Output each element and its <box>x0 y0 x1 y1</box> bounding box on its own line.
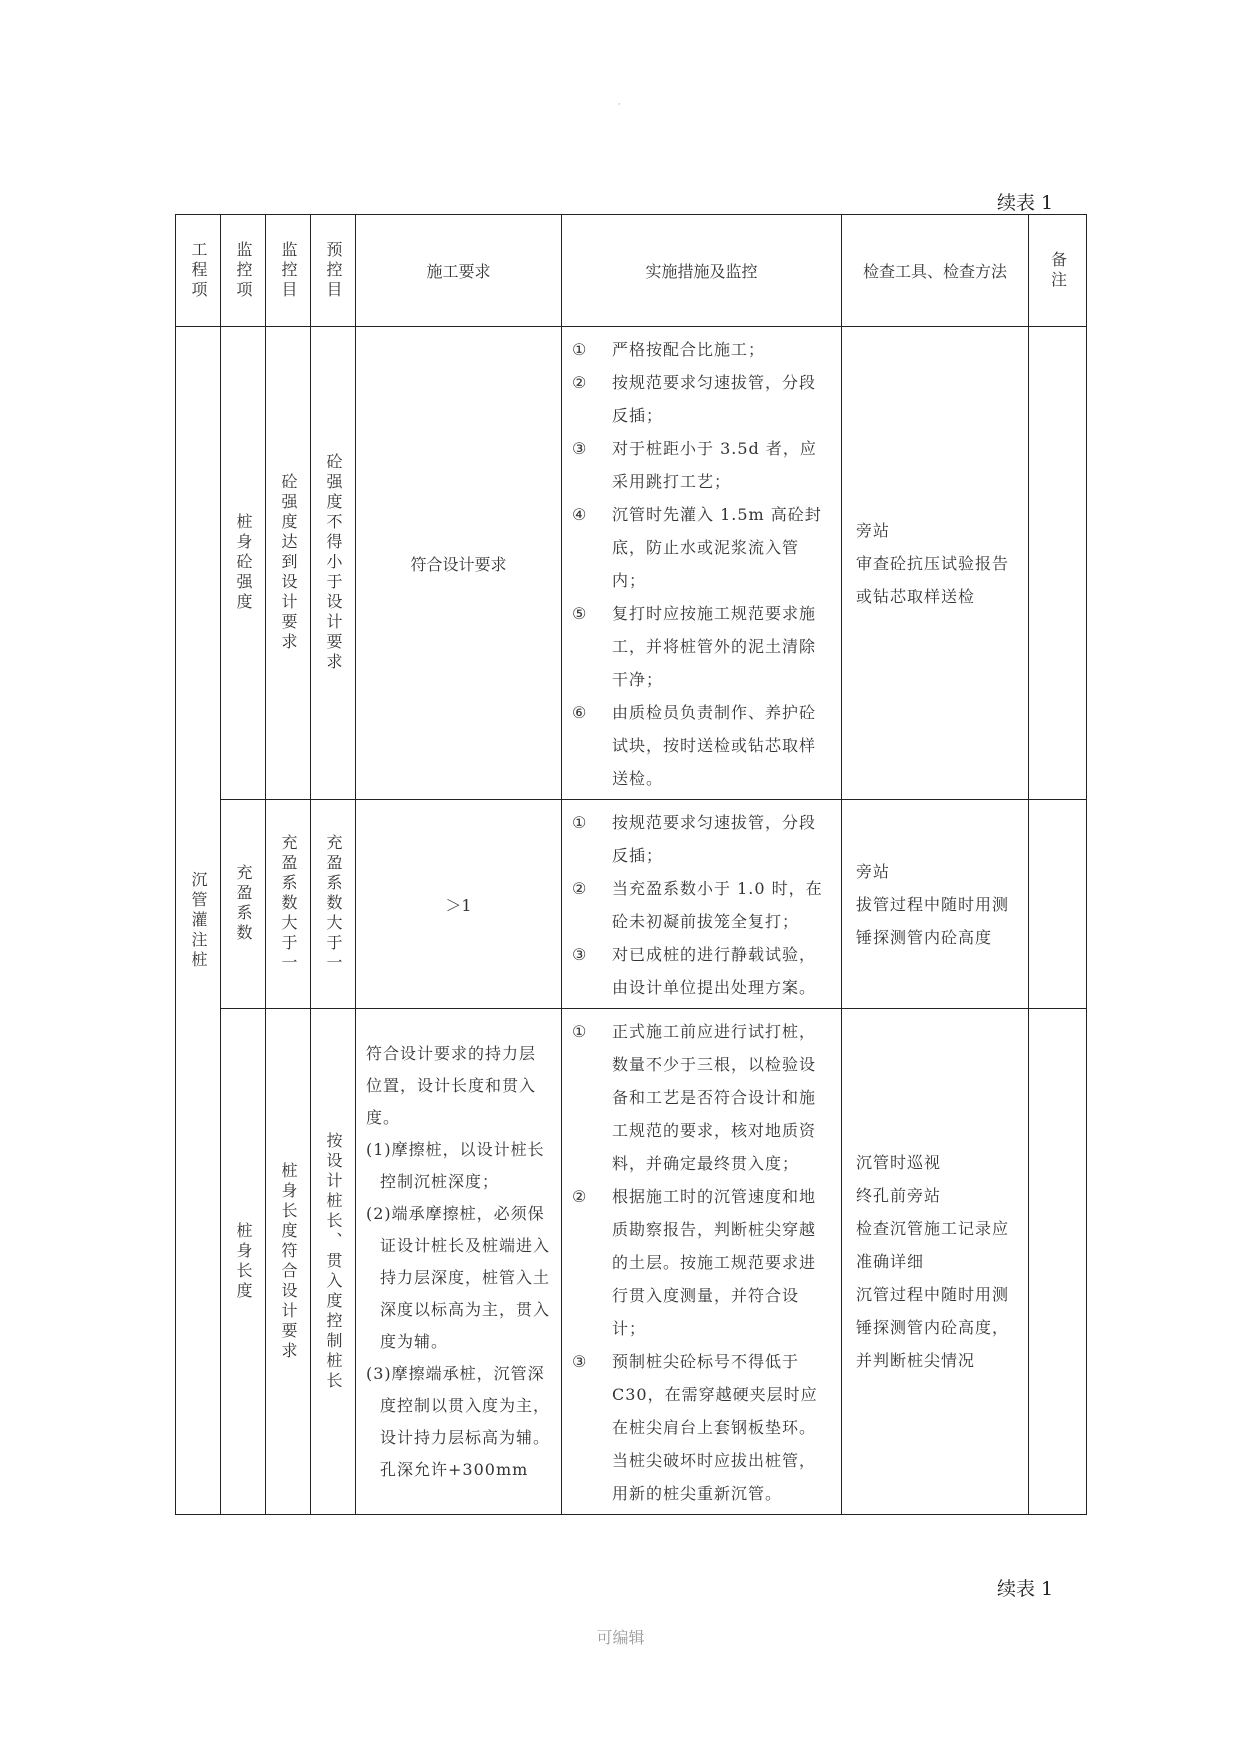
preset-target-cell: 按设计桩长、贯入度控制桩长 <box>311 1009 356 1515</box>
footer-editable: 可编辑 <box>596 1628 645 1647</box>
requirement-cell: ＞1 <box>356 800 562 1009</box>
header-monitor-target: 监控目 <box>266 215 311 327</box>
page-dot: · <box>618 100 621 109</box>
header-method: 检查工具、检查方法 <box>842 215 1029 327</box>
list-item: ① 严格按配合比施工； <box>572 340 766 359</box>
requirement-cell: 符合设计要求 <box>356 327 562 800</box>
header-project: 工程项 <box>176 215 221 327</box>
list-item: ③ 对已成桩的进行静载试验，由设计单位提出处理方案。 <box>572 945 817 997</box>
requirement-cell: 符合设计要求的持力层位置，设计长度和贯入度。 (1)摩擦桩，以设计桩长控制沉桩深度； (2)端承摩擦桩，必须保证设计桩长及桩端进入持力层深度，桩管入土深度以标高为主，贯入度为辅。 (3)摩擦端承桩，沉管深度控制以贯入度为主，设计持力层标高为辅。孔深允许+300mm <box>356 1009 562 1515</box>
remark-cell <box>1029 1009 1087 1515</box>
list-item: ③ 预制桩尖砼标号不得低于 C30，在需穿越硬夹层时应在桩尖肩台上套钢板垫环。当桩尖破坏时应拔出桩管，用新的桩尖重新沉管。 <box>572 1352 818 1503</box>
list-item: ④ 沉管时先灌入 1.5m 高砼封底，防止水或泥浆流入管内； <box>572 505 822 590</box>
table-row <box>176 1009 1087 1515</box>
header-requirement: 施工要求 <box>356 215 562 327</box>
measures-cell <box>562 327 842 800</box>
monitor-target-cell: 桩身长度符合设计要求 <box>266 1009 311 1515</box>
header-measures: 实施措施及监控 <box>562 215 842 327</box>
monitor-target-cell: 砼强度达到设计要求 <box>266 327 311 800</box>
header-preset-target: 预控目 <box>311 215 356 327</box>
monitor-item-cell: 桩身长度 <box>221 1009 266 1515</box>
list-item: ② 当充盈系数小于 1.0 时，在砼未初凝前拔笼全复打； <box>572 879 823 931</box>
inspection-table <box>175 214 1087 1515</box>
monitor-item-cell: 充盈系数 <box>221 800 266 1009</box>
method-cell: 旁站 拔管过程中随时用测锤探测管内砼高度 <box>842 800 1029 1009</box>
list-item: ② 按规范要求匀速拔管，分段反插； <box>572 373 817 425</box>
list-item: ① 正式施工前应进行试打桩，数量不少于三根，以检验设备和工艺是否符合设计和施工规范的要求，核对地质资料，并确定最终贯入度； <box>572 1022 817 1173</box>
method-cell: 沉管时巡视 终孔前旁站 检查沉管施工记录应准确详细 沉管过程中随时用测锤探测管内砼高度，并判断桩尖情况 <box>842 1009 1029 1515</box>
header-monitor-item: 监控项 <box>221 215 266 327</box>
preset-target-cell: 充盈系数大于一 <box>311 800 356 1009</box>
list-item: ⑤ 复打时应按施工规范要求施工，并将桩管外的泥土清除干净； <box>572 604 817 689</box>
measures-cell <box>562 800 842 1009</box>
continued-label-bottom: 续表 1 <box>997 1578 1054 1600</box>
monitor-target-cell: 充盈系数大于一 <box>266 800 311 1009</box>
list-item: ② 根据施工时的沉管速度和地质勘察报告，判断桩尖穿越的土层。按施工规范要求进行贯入度测量，并符合设计； <box>572 1187 817 1338</box>
continued-label-top: 续表 1 <box>997 192 1054 214</box>
list-item: ⑥ 由质检员负责制作、养护砼试块，按时送检或钻芯取样送检。 <box>572 703 817 788</box>
list-item: ① 按规范要求匀速拔管，分段反插； <box>572 813 817 865</box>
monitor-item-cell: 桩身砼强度 <box>221 327 266 800</box>
preset-target-cell: 砼强度不得小于设计要求 <box>311 327 356 800</box>
method-cell: 旁站 审查砼抗压试验报告或钻芯取样送检 <box>842 327 1029 800</box>
table-row <box>176 327 1087 800</box>
list-item: ③ 对于桩距小于 3.5d 者，应采用跳打工艺； <box>572 439 817 491</box>
remark-cell <box>1029 327 1087 800</box>
header-remark: 备注 <box>1029 215 1087 327</box>
remark-cell <box>1029 800 1087 1009</box>
header-row <box>176 215 1087 327</box>
table-row <box>176 800 1087 1009</box>
measures-cell <box>562 1009 842 1515</box>
project-name-cell: 沉管灌注桩 <box>176 327 221 1515</box>
